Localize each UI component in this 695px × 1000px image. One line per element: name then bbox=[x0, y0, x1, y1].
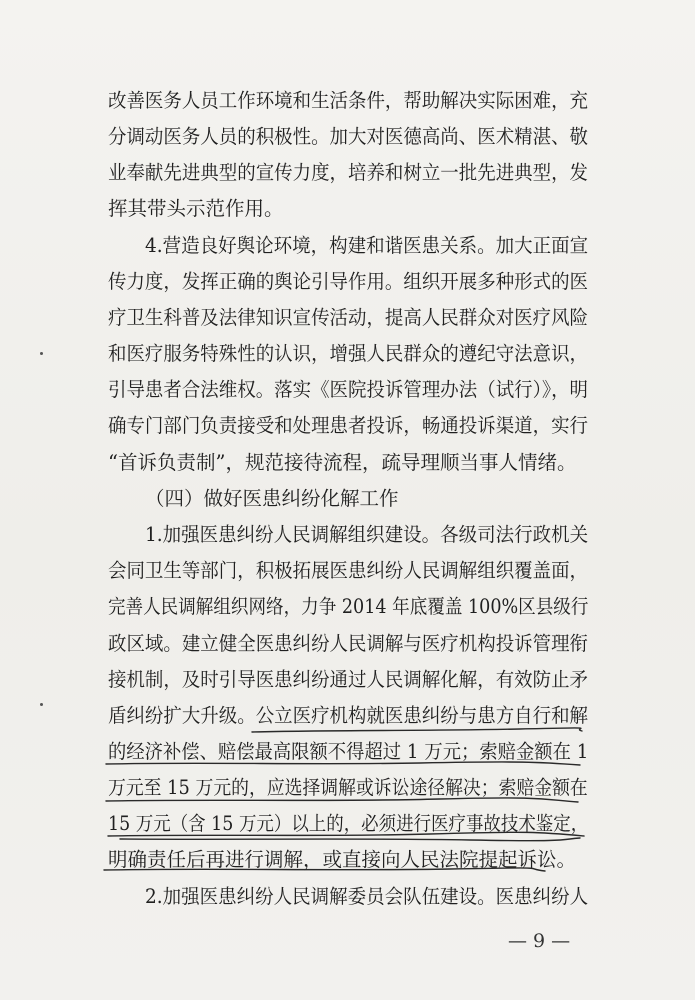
body-line-19: 的经济补偿、赔偿最高限额不得超过 1 万元；索赔金额在 1 bbox=[108, 740, 589, 763]
body-line-6: 传力度，发挥正确的舆论引导作用。组织开展多种形式的医 bbox=[108, 270, 589, 293]
body-line-11: “首诉负责制”，规范接待流程，疏导理顺当事人情绪。 bbox=[108, 451, 577, 474]
paragraph-heading-1: 1.加强医患纠纷人民调解组织建设。各级司法行政机关 bbox=[145, 523, 589, 546]
body-line-17: 接机制，及时引导医患纠纷通过人民调解化解，有效防止矛 bbox=[108, 668, 589, 691]
body-line-15: 完善人民调解组织网络，力争 2014 年底覆盖 100%区县级行 bbox=[108, 595, 589, 618]
body-line-4: 挥其带头示范作用。 bbox=[108, 197, 284, 220]
body-line-2: 分调动医务人员的积极性。加大对医德高尚、医术精湛、敬 bbox=[108, 125, 589, 148]
body-line-7: 疗卫生科普及法律知识宣传活动，提高人民群众对医疗风险 bbox=[108, 306, 589, 329]
body-line-18: 盾纠纷扩大升级。公立医疗机构就医患纠纷与患方自行和解 bbox=[108, 704, 589, 727]
body-line-9: 引导患者合法维权。落实《医院投诉管理办法（试行）》，明 bbox=[108, 378, 589, 401]
page-number: — 9 — bbox=[508, 930, 571, 952]
section-heading-4: （四）做好医患纠纷化解工作 bbox=[145, 487, 399, 510]
body-line-20: 万元至 15 万元的，应选择调解或诉讼途径解决；索赔金额在 bbox=[108, 776, 588, 799]
scan-speck bbox=[40, 703, 43, 706]
body-line-22: 明确责任后再进行调解，或直接向人民法院提起诉讼。 bbox=[108, 848, 577, 871]
body-line-3: 业奉献先进典型的宣传力度，培养和树立一批先进典型，发 bbox=[108, 161, 589, 184]
body-line-1: 改善医务人员工作环境和生活条件，帮助解决实际困难，充 bbox=[108, 89, 589, 112]
paragraph-heading-4: 4.营造良好舆论环境，构建和谐医患关系。加大正面宣 bbox=[145, 234, 589, 257]
paragraph-heading-2: 2.加强医患纠纷人民调解委员会队伍建设。医患纠纷人 bbox=[145, 885, 589, 908]
body-line-8: 和医疗服务特殊性的认识，增强人民群众的遵纪守法意识， bbox=[108, 342, 589, 365]
body-line-21: 15 万元（含 15 万元）以上的，必须进行医疗事故技术鉴定， bbox=[108, 812, 589, 835]
body-line-14: 会同卫生等部门，积极拓展医患纠纷人民调解组织覆盖面， bbox=[108, 559, 589, 582]
scan-speck bbox=[40, 352, 43, 355]
body-line-16: 政区域。建立健全医患纠纷人民调解与医疗机构投诉管理衔 bbox=[108, 632, 589, 655]
body-line-10: 确专门部门负责接受和处理患者投诉，畅通投诉渠道，实行 bbox=[108, 414, 589, 437]
